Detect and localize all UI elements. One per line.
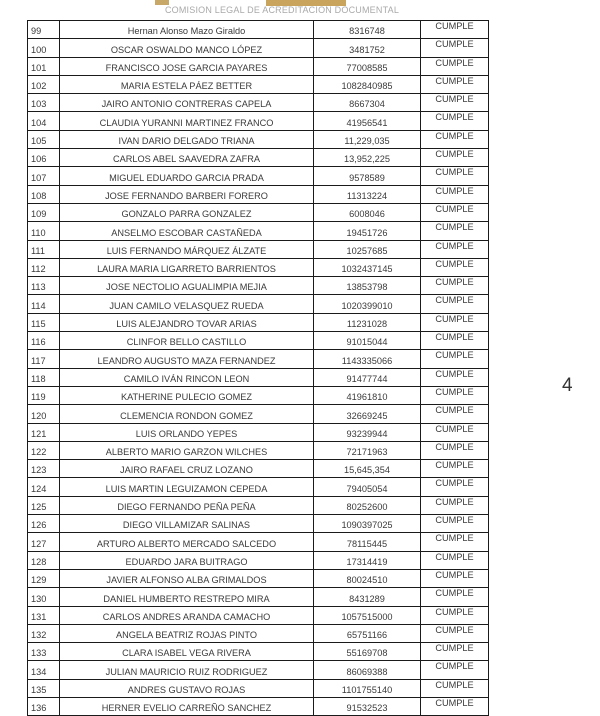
name-cell: ARTURO ALBERTO MERCADO SALCEDO <box>60 533 314 551</box>
id-number-cell: 8431289 <box>314 588 421 606</box>
id-number-cell: 77008585 <box>314 57 421 75</box>
id-number-cell: 13,952,225 <box>314 149 421 167</box>
id-number-cell: 10257685 <box>314 240 421 258</box>
row-number-cell: 129 <box>28 569 60 587</box>
name-cell: HERNER EVELIO CARREÑO SANCHEZ <box>60 697 314 715</box>
row-number-cell: 130 <box>28 588 60 606</box>
status-cell: CUMPLE <box>421 332 489 350</box>
status-cell: CUMPLE <box>421 551 489 569</box>
status-cell: CUMPLE <box>421 588 489 606</box>
table-row <box>28 533 489 551</box>
name-cell: FRANCISCO JOSE GARCIA PAYARES <box>60 57 314 75</box>
id-number-cell: 55169708 <box>314 643 421 661</box>
table-row <box>28 405 489 423</box>
status-cell: CUMPLE <box>421 368 489 386</box>
table-row <box>28 21 489 39</box>
table-row <box>28 258 489 276</box>
id-number-cell: 93239944 <box>314 423 421 441</box>
table-row <box>28 203 489 221</box>
id-number-cell: 11313224 <box>314 185 421 203</box>
row-number-cell: 132 <box>28 624 60 642</box>
row-number-cell: 103 <box>28 94 60 112</box>
name-cell: JAIRO RAFAEL CRUZ LOZANO <box>60 460 314 478</box>
table-row <box>28 441 489 459</box>
page-number: 4 <box>562 375 573 396</box>
status-cell: CUMPLE <box>421 203 489 221</box>
table-row <box>28 350 489 368</box>
table-row <box>28 423 489 441</box>
table-row <box>28 496 489 514</box>
status-cell: CUMPLE <box>421 569 489 587</box>
status-cell: CUMPLE <box>421 112 489 130</box>
id-number-cell: 1082840985 <box>314 75 421 93</box>
row-number-cell: 120 <box>28 405 60 423</box>
name-cell: LEANDRO AUGUSTO MAZA FERNANDEZ <box>60 350 314 368</box>
name-cell: CLINFOR BELLO CASTILLO <box>60 332 314 350</box>
row-number-cell: 121 <box>28 423 60 441</box>
name-cell: CLEMENCIA RONDON GOMEZ <box>60 405 314 423</box>
row-number-cell: 117 <box>28 350 60 368</box>
row-number-cell: 119 <box>28 386 60 404</box>
row-number-cell: 111 <box>28 240 60 258</box>
id-number-cell: 65751166 <box>314 624 421 642</box>
table-row <box>28 149 489 167</box>
id-number-cell: 1143335066 <box>314 350 421 368</box>
name-cell: ANDRES GUSTAVO ROJAS <box>60 679 314 697</box>
status-cell: CUMPLE <box>421 240 489 258</box>
id-number-cell: 1057515000 <box>314 606 421 624</box>
name-cell: CLARA ISABEL VEGA RIVERA <box>60 643 314 661</box>
status-cell: CUMPLE <box>421 94 489 112</box>
status-cell: CUMPLE <box>421 75 489 93</box>
table-row <box>28 130 489 148</box>
id-number-cell: 11231028 <box>314 313 421 331</box>
table-row <box>28 332 489 350</box>
name-cell: LAURA MARIA LIGARRETO BARRIENTOS <box>60 258 314 276</box>
status-cell: CUMPLE <box>421 57 489 75</box>
row-number-cell: 104 <box>28 112 60 130</box>
results-table <box>27 20 489 716</box>
row-number-cell: 122 <box>28 441 60 459</box>
table-row <box>28 569 489 587</box>
row-number-cell: 126 <box>28 515 60 533</box>
status-cell: CUMPLE <box>421 350 489 368</box>
table-row <box>28 94 489 112</box>
status-cell: CUMPLE <box>421 167 489 185</box>
row-number-cell: 108 <box>28 185 60 203</box>
id-number-cell: 91532523 <box>314 697 421 715</box>
status-cell: CUMPLE <box>421 515 489 533</box>
id-number-cell: 86069388 <box>314 661 421 679</box>
name-cell: JOSE FERNANDO BARBERI FORERO <box>60 185 314 203</box>
name-cell: KATHERINE PULECIO GOMEZ <box>60 386 314 404</box>
name-cell: CARLOS ANDRES ARANDA CAMACHO <box>60 606 314 624</box>
status-cell: CUMPLE <box>421 21 489 39</box>
id-number-cell: 8667304 <box>314 94 421 112</box>
status-cell: CUMPLE <box>421 405 489 423</box>
row-number-cell: 136 <box>28 697 60 715</box>
status-cell: CUMPLE <box>421 441 489 459</box>
id-number-cell: 15,645,354 <box>314 460 421 478</box>
table-row <box>28 643 489 661</box>
name-cell: GONZALO PARRA GONZALEZ <box>60 203 314 221</box>
table-row <box>28 185 489 203</box>
row-number-cell: 99 <box>28 21 60 39</box>
row-number-cell: 109 <box>28 203 60 221</box>
id-number-cell: 17314419 <box>314 551 421 569</box>
status-cell: CUMPLE <box>421 643 489 661</box>
status-cell: CUMPLE <box>421 478 489 496</box>
id-number-cell: 19451726 <box>314 222 421 240</box>
results-table-body <box>28 21 489 716</box>
row-number-cell: 106 <box>28 149 60 167</box>
table-row <box>28 624 489 642</box>
name-cell: JAVIER ALFONSO ALBA GRIMALDOS <box>60 569 314 587</box>
id-number-cell: 41956541 <box>314 112 421 130</box>
id-number-cell: 1020399010 <box>314 295 421 313</box>
table-row <box>28 697 489 715</box>
row-number-cell: 115 <box>28 313 60 331</box>
status-cell: CUMPLE <box>421 277 489 295</box>
table-row <box>28 679 489 697</box>
row-number-cell: 100 <box>28 39 60 57</box>
name-cell: ANGELA BEATRIZ ROJAS PINTO <box>60 624 314 642</box>
status-cell: CUMPLE <box>421 149 489 167</box>
id-number-cell: 1101755140 <box>314 679 421 697</box>
id-number-cell: 80024510 <box>314 569 421 587</box>
name-cell: Hernan Alonso Mazo Giraldo <box>60 21 314 39</box>
row-number-cell: 110 <box>28 222 60 240</box>
table-row <box>28 368 489 386</box>
id-number-cell: 11,229,035 <box>314 130 421 148</box>
id-number-cell: 32669245 <box>314 405 421 423</box>
row-number-cell: 101 <box>28 57 60 75</box>
name-cell: LUIS FERNANDO MÁRQUEZ ÁLZATE <box>60 240 314 258</box>
status-cell: CUMPLE <box>421 222 489 240</box>
id-number-cell: 6008046 <box>314 203 421 221</box>
status-cell: CUMPLE <box>421 185 489 203</box>
table-row <box>28 39 489 57</box>
status-cell: CUMPLE <box>421 697 489 715</box>
table-row <box>28 588 489 606</box>
status-cell: CUMPLE <box>421 313 489 331</box>
id-number-cell: 91477744 <box>314 368 421 386</box>
row-number-cell: 135 <box>28 679 60 697</box>
row-number-cell: 113 <box>28 277 60 295</box>
id-number-cell: 8316748 <box>314 21 421 39</box>
table-row <box>28 75 489 93</box>
name-cell: CLAUDIA YURANNI MARTINEZ FRANCO <box>60 112 314 130</box>
table-row <box>28 661 489 679</box>
name-cell: DIEGO FERNANDO PEÑA PEÑA <box>60 496 314 514</box>
status-cell: CUMPLE <box>421 533 489 551</box>
name-cell: LUIS ALEJANDRO TOVAR ARIAS <box>60 313 314 331</box>
table-row <box>28 240 489 258</box>
name-cell: OSCAR OSWALDO MANCO LÓPEZ <box>60 39 314 57</box>
id-number-cell: 1032437145 <box>314 258 421 276</box>
status-cell: CUMPLE <box>421 624 489 642</box>
table-row <box>28 460 489 478</box>
status-cell: CUMPLE <box>421 130 489 148</box>
row-number-cell: 116 <box>28 332 60 350</box>
status-cell: CUMPLE <box>421 606 489 624</box>
name-cell: ANSELMO ESCOBAR CASTAÑEDA <box>60 222 314 240</box>
status-cell: CUMPLE <box>421 295 489 313</box>
status-cell: CUMPLE <box>421 661 489 679</box>
results-table-container <box>27 20 485 716</box>
name-cell: CARLOS ABEL SAAVEDRA ZAFRA <box>60 149 314 167</box>
name-cell: JUAN CAMILO VELASQUEZ RUEDA <box>60 295 314 313</box>
table-row <box>28 167 489 185</box>
status-cell: CUMPLE <box>421 258 489 276</box>
table-row <box>28 222 489 240</box>
organization-caption: COMISION LEGAL DE ACREDITACION DOCUMENTAL <box>164 5 400 15</box>
name-cell: IVAN DARIO DELGADO TRIANA <box>60 130 314 148</box>
table-row <box>28 515 489 533</box>
table-row <box>28 277 489 295</box>
table-row <box>28 313 489 331</box>
row-number-cell: 102 <box>28 75 60 93</box>
id-number-cell: 41961810 <box>314 386 421 404</box>
table-row <box>28 478 489 496</box>
id-number-cell: 80252600 <box>314 496 421 514</box>
id-number-cell: 1090397025 <box>314 515 421 533</box>
row-number-cell: 118 <box>28 368 60 386</box>
row-number-cell: 123 <box>28 460 60 478</box>
name-cell: DIEGO VILLAMIZAR SALINAS <box>60 515 314 533</box>
name-cell: ALBERTO MARIO GARZON WILCHES <box>60 441 314 459</box>
status-cell: CUMPLE <box>421 386 489 404</box>
name-cell: MARIA ESTELA PÁEZ BETTER <box>60 75 314 93</box>
name-cell: MIGUEL EDUARDO GARCIA PRADA <box>60 167 314 185</box>
status-cell: CUMPLE <box>421 496 489 514</box>
row-number-cell: 131 <box>28 606 60 624</box>
status-cell: CUMPLE <box>421 39 489 57</box>
name-cell: LUIS ORLANDO YEPES <box>60 423 314 441</box>
id-number-cell: 91015044 <box>314 332 421 350</box>
id-number-cell: 13853798 <box>314 277 421 295</box>
id-number-cell: 72171963 <box>314 441 421 459</box>
status-cell: CUMPLE <box>421 460 489 478</box>
table-row <box>28 386 489 404</box>
name-cell: DANIEL HUMBERTO RESTREPO MIRA <box>60 588 314 606</box>
row-number-cell: 127 <box>28 533 60 551</box>
name-cell: JOSE NECTOLIO AGUALIMPIA MEJIA <box>60 277 314 295</box>
name-cell: JAIRO ANTONIO CONTRERAS CAPELA <box>60 94 314 112</box>
name-cell: EDUARDO JARA BUITRAGO <box>60 551 314 569</box>
row-number-cell: 107 <box>28 167 60 185</box>
id-number-cell: 79405054 <box>314 478 421 496</box>
row-number-cell: 128 <box>28 551 60 569</box>
id-number-cell: 3481752 <box>314 39 421 57</box>
table-row <box>28 57 489 75</box>
id-number-cell: 9578589 <box>314 167 421 185</box>
table-row <box>28 112 489 130</box>
name-cell: JULIAN MAURICIO RUIZ RODRIGUEZ <box>60 661 314 679</box>
name-cell: LUIS MARTIN LEGUIZAMON CEPEDA <box>60 478 314 496</box>
status-cell: CUMPLE <box>421 423 489 441</box>
table-row <box>28 295 489 313</box>
id-number-cell: 78115445 <box>314 533 421 551</box>
row-number-cell: 125 <box>28 496 60 514</box>
row-number-cell: 134 <box>28 661 60 679</box>
row-number-cell: 112 <box>28 258 60 276</box>
row-number-cell: 114 <box>28 295 60 313</box>
row-number-cell: 105 <box>28 130 60 148</box>
table-row <box>28 551 489 569</box>
row-number-cell: 133 <box>28 643 60 661</box>
status-cell: CUMPLE <box>421 679 489 697</box>
name-cell: CAMILO IVÁN RINCON LEON <box>60 368 314 386</box>
row-number-cell: 124 <box>28 478 60 496</box>
table-row <box>28 606 489 624</box>
